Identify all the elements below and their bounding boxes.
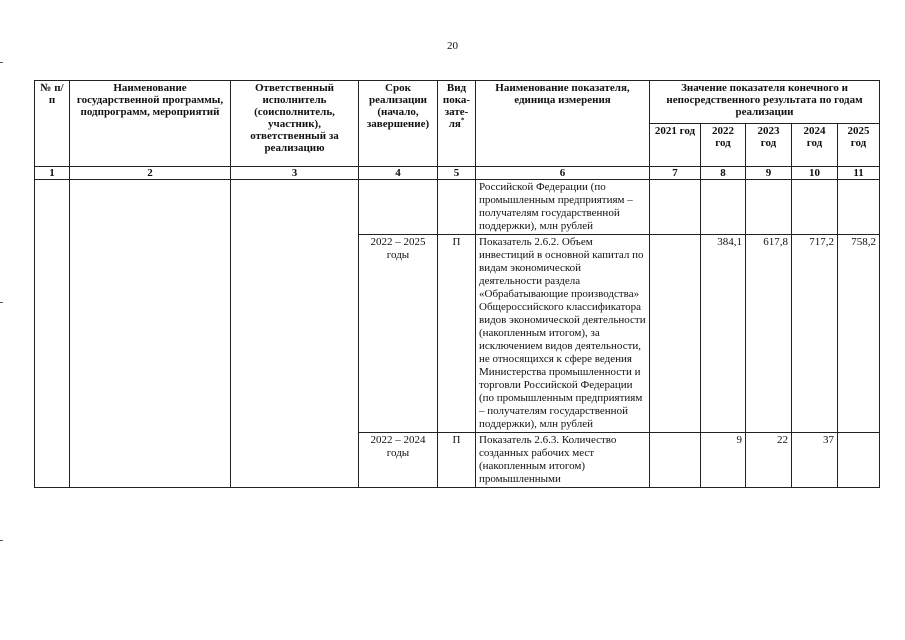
- header-indicator-name: Наименование показателя, единица измерения: [476, 81, 650, 167]
- value-2022: 384,1: [701, 235, 746, 433]
- term-cell: 2022 – 2024 годы: [359, 433, 438, 488]
- responsible-cell: [231, 180, 359, 488]
- column-number: 7: [650, 167, 701, 180]
- column-number-row: [35, 167, 880, 180]
- value-2024: 717,2: [792, 235, 838, 433]
- header-kind-footnote-mark: *: [460, 116, 465, 125]
- indicator-table: [34, 80, 880, 488]
- column-number: 3: [231, 167, 359, 180]
- value-2025: 758,2: [838, 235, 880, 433]
- value-2023: 22: [746, 433, 792, 488]
- value-2022: [701, 180, 746, 235]
- header-year-2022: 2022 год: [701, 124, 746, 167]
- value-2021: [650, 433, 701, 488]
- value-2023: 617,8: [746, 235, 792, 433]
- column-number: 4: [359, 167, 438, 180]
- header-responsible: Ответственный исполнитель (соисполнитель, участник), ответственный за реализацию: [231, 81, 359, 167]
- header-year-2024: 2024 год: [792, 124, 838, 167]
- value-2023: [746, 180, 792, 235]
- header-kind-text: Вид пока-зате-ля: [442, 82, 471, 130]
- header-year-2021: 2021 год: [650, 124, 701, 167]
- margin-mark: [0, 62, 3, 63]
- kind-cell: П: [438, 433, 476, 488]
- page-number: 20: [447, 40, 458, 52]
- value-2021: [650, 180, 701, 235]
- value-2025: [838, 180, 880, 235]
- row-number-cell: [35, 180, 70, 488]
- kind-cell: П: [438, 235, 476, 433]
- table-row: [35, 180, 880, 235]
- header-year-2023: 2023 год: [746, 124, 792, 167]
- header-values-group: Значение показателя конечного и непосредственного результата по годам реализации: [650, 81, 880, 124]
- program-name-cell: [70, 180, 231, 488]
- term-cell: 2022 – 2025 годы: [359, 235, 438, 433]
- header-row-1: [35, 81, 880, 124]
- term-cell: [359, 180, 438, 235]
- indicator-name-cell: Показатель 2.6.3. Количество созданных рабочих мест (накопленным итогом) промышленными: [476, 433, 650, 488]
- column-number: 1: [35, 167, 70, 180]
- column-number: 9: [746, 167, 792, 180]
- indicator-name-cell: Российской Федерации (по промышленным предприятиям – получателям государственной поддержки), млн рублей: [476, 180, 650, 235]
- value-2024: 37: [792, 433, 838, 488]
- column-number: 8: [701, 167, 746, 180]
- value-2021: [650, 235, 701, 433]
- column-number: 6: [476, 167, 650, 180]
- column-number: 10: [792, 167, 838, 180]
- column-number: 11: [838, 167, 880, 180]
- header-program-name: Наименование государственной программы, подпрограмм, мероприятий: [70, 81, 231, 167]
- value-2024: [792, 180, 838, 235]
- margin-mark: [0, 302, 3, 303]
- header-kind: [438, 81, 476, 167]
- header-number: № п/п: [35, 81, 70, 167]
- margin-mark: [0, 540, 3, 541]
- column-number: 5: [438, 167, 476, 180]
- column-number: 2: [70, 167, 231, 180]
- header-year-2025: 2025 год: [838, 124, 880, 167]
- value-2022: 9: [701, 433, 746, 488]
- kind-cell: [438, 180, 476, 235]
- value-2025: [838, 433, 880, 488]
- indicator-name-cell: Показатель 2.6.2. Объем инвестиций в основной капитал по видам экономической деятельности раздела «Обрабатывающие производства» Общероссийского классификатора видов экономической деятельности (накопленным итогом), за исключением видов деятельности, не относящихся к сфере ведения Министерства промышленности и торговли Российской Федерации (по промышленным предприятиям – получателям государственной поддержки), млн рублей: [476, 235, 650, 433]
- header-term: Срок реализации (начало, завершение): [359, 81, 438, 167]
